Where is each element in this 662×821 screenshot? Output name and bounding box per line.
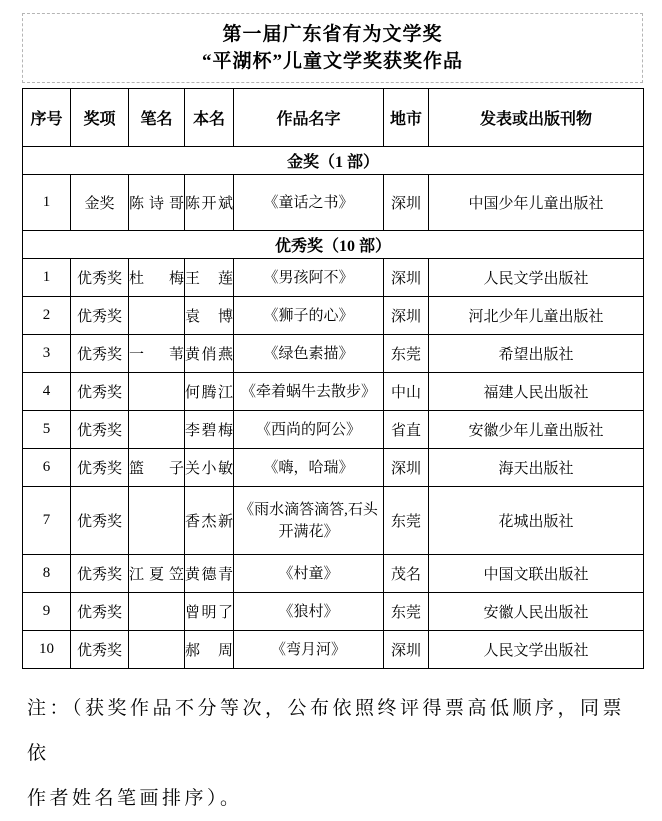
cell-work-title: 《雨水滴答滴答,石头开满花》: [234, 487, 384, 555]
cell-real-name: 王 莲: [185, 259, 234, 297]
cell-publisher: 希望出版社: [429, 335, 644, 373]
cell-serial: 4: [23, 373, 71, 411]
cell-award: 优秀奖: [71, 487, 129, 555]
col-header-pen-name: 笔名: [129, 89, 185, 147]
cell-award: 金奖: [71, 175, 129, 231]
cell-award: 优秀奖: [71, 593, 129, 631]
cell-award: 优秀奖: [71, 449, 129, 487]
col-header-serial: 序号: [23, 89, 71, 147]
table-row: [23, 593, 644, 631]
table-row: [23, 631, 644, 669]
cell-city: 茂名: [384, 555, 429, 593]
cell-serial: 3: [23, 335, 71, 373]
table-row: [23, 411, 644, 449]
cell-award: 优秀奖: [71, 259, 129, 297]
col-header-real-name: 本名: [185, 89, 234, 147]
section-label-gold: 金奖（1 部）: [23, 147, 644, 175]
cell-pen-name: 陈诗哥: [129, 175, 185, 231]
cell-pen-name: 江夏笠: [129, 555, 185, 593]
section-row-gold: [23, 147, 644, 175]
cell-publisher: 中国少年儿童出版社: [429, 175, 644, 231]
cell-real-name: 何腾江: [185, 373, 234, 411]
cell-award: 优秀奖: [71, 335, 129, 373]
cell-city: 深圳: [384, 631, 429, 669]
cell-serial: 1: [23, 175, 71, 231]
cell-serial: 10: [23, 631, 71, 669]
footer-note-line-2: 作者姓名笔画排序）。: [27, 788, 243, 809]
title-line-2: “平湖杯”儿童文学奖获奖作品: [201, 51, 463, 72]
cell-pen-name: [129, 631, 185, 669]
table-row: [23, 449, 644, 487]
cell-serial: 5: [23, 411, 71, 449]
table-row: [23, 555, 644, 593]
table-row: [23, 175, 644, 231]
section-row-excellence: [23, 231, 644, 259]
cell-work-title: 《狮子的心》: [234, 297, 384, 335]
cell-work-title: 《弯月河》: [234, 631, 384, 669]
cell-pen-name: 一 苇: [129, 335, 185, 373]
cell-work-title: 《童话之书》: [234, 175, 384, 231]
table-row: [23, 487, 644, 555]
cell-real-name: 李碧梅: [185, 411, 234, 449]
col-header-work-title: 作品名字: [234, 89, 384, 147]
cell-serial: 9: [23, 593, 71, 631]
cell-pen-name: [129, 373, 185, 411]
cell-work-title: 《西尚的阿公》: [234, 411, 384, 449]
cell-city: 东莞: [384, 487, 429, 555]
section-label-excellence: 优秀奖（10 部）: [23, 231, 644, 259]
cell-publisher: 福建人民出版社: [429, 373, 644, 411]
cell-award: 优秀奖: [71, 411, 129, 449]
table-row: [23, 297, 644, 335]
cell-city: 深圳: [384, 297, 429, 335]
cell-real-name: 黄俏燕: [185, 335, 234, 373]
cell-serial: 7: [23, 487, 71, 555]
cell-real-name: 郝 周: [185, 631, 234, 669]
cell-publisher: 安徽人民出版社: [429, 593, 644, 631]
cell-city: 深圳: [384, 175, 429, 231]
cell-work-title: 《嗨，哈瑞》: [234, 449, 384, 487]
cell-city: 深圳: [384, 449, 429, 487]
cell-award: 优秀奖: [71, 373, 129, 411]
awards-table: [22, 88, 644, 669]
cell-publisher: 人民文学出版社: [429, 259, 644, 297]
cell-work-title: 《狼村》: [234, 593, 384, 631]
cell-pen-name: [129, 487, 185, 555]
cell-serial: 1: [23, 259, 71, 297]
col-header-city: 地市: [384, 89, 429, 147]
cell-real-name: 关小敏: [185, 449, 234, 487]
cell-city: 东莞: [384, 593, 429, 631]
footer-note: [27, 686, 643, 821]
cell-publisher: 花城出版社: [429, 487, 644, 555]
cell-serial: 8: [23, 555, 71, 593]
cell-serial: 6: [23, 449, 71, 487]
cell-publisher: 河北少年儿童出版社: [429, 297, 644, 335]
cell-publisher: 人民文学出版社: [429, 631, 644, 669]
document-page: [0, 13, 662, 808]
cell-real-name: 曾明了: [185, 593, 234, 631]
table-row: [23, 259, 644, 297]
cell-real-name: 袁 博: [185, 297, 234, 335]
cell-pen-name: 杜 梅: [129, 259, 185, 297]
cell-award: 优秀奖: [71, 555, 129, 593]
cell-award: 优秀奖: [71, 297, 129, 335]
cell-city: 中山: [384, 373, 429, 411]
col-header-publisher: 发表或出版刊物: [429, 89, 644, 147]
cell-real-name: 香杰新: [185, 487, 234, 555]
table-row: [23, 373, 644, 411]
cell-award: 优秀奖: [71, 631, 129, 669]
cell-publisher: 安徽少年儿童出版社: [429, 411, 644, 449]
cell-work-title: 《村童》: [234, 555, 384, 593]
footer-note-line-1: 注：（获奖作品不分等次，公布依照终评得票高低顺序，同票依: [27, 698, 626, 764]
cell-pen-name: [129, 297, 185, 335]
cell-pen-name: [129, 593, 185, 631]
cell-serial: 2: [23, 297, 71, 335]
cell-pen-name: [129, 411, 185, 449]
cell-publisher: 中国文联出版社: [429, 555, 644, 593]
cell-work-title: 《绿色素描》: [234, 335, 384, 373]
cell-real-name: 黄德青: [185, 555, 234, 593]
cell-city: 深圳: [384, 259, 429, 297]
cell-city: 东莞: [384, 335, 429, 373]
cell-work-title: 《男孩阿不》: [234, 259, 384, 297]
cell-publisher: 海天出版社: [429, 449, 644, 487]
table-header-row: [23, 89, 644, 147]
cell-city: 省直: [384, 411, 429, 449]
cell-pen-name: 篮 子: [129, 449, 185, 487]
table-row: [23, 335, 644, 373]
cell-real-name: 陈开斌: [185, 175, 234, 231]
title-line-1: 第一届广东省有为文学奖: [222, 24, 443, 45]
cell-work-title: 《牵着蜗牛去散步》: [234, 373, 384, 411]
document-title: [22, 13, 643, 83]
col-header-award: 奖项: [71, 89, 129, 147]
